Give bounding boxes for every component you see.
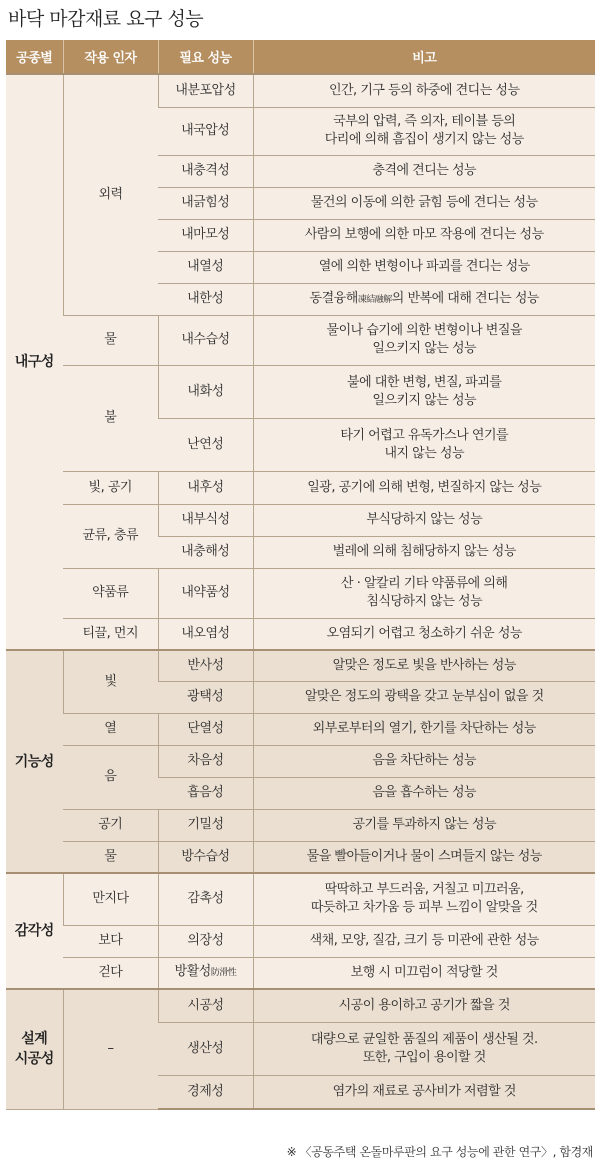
- performance-cell: 내국압성: [158, 107, 253, 155]
- factor-cell: 빛: [63, 650, 158, 713]
- performance-cell: [158, 957, 253, 989]
- performance-cell: 내오염성: [158, 618, 253, 650]
- factor-cell: 물: [63, 841, 158, 873]
- remarks-line: 또한, 구입이 용이할 것: [362, 1049, 486, 1065]
- performance-cell: 의장성: [158, 925, 253, 957]
- performance-cell: 경제성: [158, 1075, 253, 1109]
- table-row: [6, 504, 595, 536]
- remarks-line: 대량으로 균일한 품질의 제품이 생산될 것.: [310, 1031, 538, 1047]
- table-row: [6, 713, 595, 745]
- table-row: [6, 957, 595, 989]
- table-row: [6, 650, 595, 681]
- remarks-cell: 염가의 재료로 공사비가 저렴할 것: [253, 1075, 595, 1109]
- requirements-table: [6, 40, 595, 1110]
- hanja-annotation: 凍結融解: [357, 294, 392, 305]
- remarks-cell: 부식당하지 않는 성능: [253, 504, 595, 536]
- performance-cell: 내한성: [158, 283, 253, 315]
- remarks-cell: 시공이 용이하고 공기가 짧을 것: [253, 989, 595, 1022]
- performance-cell: 내충격성: [158, 155, 253, 187]
- source-citation: ※ 〈공동주택 온돌마루판의 요구 성능에 관한 연구〉, 함경재: [286, 1145, 593, 1159]
- table-row: [6, 315, 595, 365]
- factor-cell: 불: [63, 365, 158, 471]
- performance-cell: 내후성: [158, 471, 253, 504]
- table-row: [6, 873, 595, 925]
- table-row: [6, 841, 595, 873]
- factor-cell: 걷다: [63, 957, 158, 989]
- remarks-cell: 일광, 공기에 의해 변형, 변질하지 않는 성능: [253, 471, 595, 504]
- group-sensory: 감각성: [6, 873, 63, 989]
- remarks-cell: [253, 873, 595, 925]
- table-row: [6, 745, 595, 777]
- remarks-cell: 인간, 기구 등의 하중에 견디는 성능: [253, 74, 595, 107]
- remarks-cell: [253, 418, 595, 471]
- remarks-cell: 사람의 보행에 의한 마모 작용에 견디는 성능: [253, 219, 595, 251]
- performance-cell: 내긁힘성: [158, 187, 253, 219]
- remarks-cell: 벌레에 의해 침해당하지 않는 성능: [253, 536, 595, 568]
- remarks-cell: 음을 흡수하는 성능: [253, 777, 595, 809]
- factor-cell: 만지다: [63, 873, 158, 925]
- performance-cell: 내마모성: [158, 219, 253, 251]
- remarks-line: 다리에 의해 흠집이 생기지 않는 성능: [324, 132, 524, 147]
- remarks-cell: 물건의 이동에 의한 긁힘 등에 견디는 성능: [253, 187, 595, 219]
- group-design-construction: [6, 989, 63, 1109]
- factor-cell: –: [63, 989, 158, 1109]
- performance-cell: 감촉성: [158, 873, 253, 925]
- performance-cell: 방수습성: [158, 841, 253, 873]
- factor-cell: 열: [63, 713, 158, 745]
- remarks-cell: [253, 568, 595, 618]
- remarks-line: 따듯하고 차가움 등 피부 느낌이 알맞을 것: [310, 900, 538, 916]
- remarks-cell: [253, 1022, 595, 1075]
- remarks-cell: 알맞은 정도로 빛을 반사하는 성능: [253, 650, 595, 681]
- group-label-line: 시공성: [14, 1051, 54, 1068]
- remarks-cell: 공기를 투과하지 않는 성능: [253, 809, 595, 841]
- remarks-cell: 음을 차단하는 성능: [253, 745, 595, 777]
- performance-cell: 흡음성: [158, 777, 253, 809]
- remarks-line: 타기 어렵고 유독가스나 연기를: [340, 427, 509, 443]
- factor-cell: 티끌, 먼지: [63, 618, 158, 650]
- performance-cell: 시공성: [158, 989, 253, 1022]
- performance-cell: 차음성: [158, 745, 253, 777]
- remarks-line: 산 · 알칼리 기타 약품류에 의해: [341, 576, 508, 591]
- remarks-text: 동결융해: [309, 290, 358, 306]
- factor-cell: 보다: [63, 925, 158, 957]
- remarks-cell: [253, 283, 595, 315]
- header-performance: 필요 성능: [158, 40, 253, 74]
- performance-cell: 반사성: [158, 650, 253, 681]
- remarks-cell: 보행 시 미끄럼이 적당할 것: [253, 957, 595, 989]
- table-row: [6, 618, 595, 650]
- group-durability: 내구성: [6, 74, 63, 650]
- remarks-text: 의 반복에 대해 견디는 성능: [391, 290, 539, 306]
- remarks-cell: 외부로부터의 열기, 한기를 차단하는 성능: [253, 713, 595, 745]
- performance-cell: 단열성: [158, 713, 253, 745]
- header-factor: 작용 인자: [63, 40, 158, 74]
- header-remarks: 비고: [253, 40, 595, 74]
- remarks-cell: 알맞은 정도의 광택을 갖고 눈부심이 없을 것: [253, 681, 595, 713]
- performance-cell: 생산성: [158, 1022, 253, 1075]
- remarks-cell: 물을 빨아들이거나 물이 스며들지 않는 성능: [253, 841, 595, 873]
- remarks-line: 침식당하지 않는 성능: [366, 594, 483, 609]
- performance-cell: 내화성: [158, 365, 253, 418]
- table-header-row: [6, 40, 595, 74]
- performance-text: 방활성: [174, 964, 211, 980]
- factor-cell: 외력: [63, 74, 158, 315]
- factor-cell: 균류, 충류: [63, 504, 158, 568]
- page-title: 바닥 마감재료 요구 성능: [8, 8, 204, 30]
- table-row: [6, 74, 595, 107]
- remarks-line: 딱딱하고 부드러움, 거칠고 미끄러움,: [324, 882, 524, 898]
- remarks-line: 국부의 압력, 즉 의자, 테이블 등의: [333, 114, 516, 129]
- performance-cell: 내충해성: [158, 536, 253, 568]
- remarks-cell: 충격에 견디는 성능: [253, 155, 595, 187]
- table-row: [6, 989, 595, 1022]
- remarks-line: 일으키지 않는 성능: [372, 341, 477, 356]
- factor-cell: 공기: [63, 809, 158, 841]
- remarks-cell: 오염되기 어렵고 청소하기 쉬운 성능: [253, 618, 595, 650]
- factor-cell: 빛, 공기: [63, 471, 158, 504]
- performance-cell: 난연성: [158, 418, 253, 471]
- performance-cell: 내수습성: [158, 315, 253, 365]
- remarks-cell: [253, 365, 595, 418]
- factor-cell: 물: [63, 315, 158, 365]
- group-function: 기능성: [6, 650, 63, 873]
- performance-cell: 내부식성: [158, 504, 253, 536]
- remarks-line: 물이나 습기에 의한 변형이나 변질을: [326, 323, 522, 338]
- factor-cell: 약품류: [63, 568, 158, 618]
- table-row: [6, 925, 595, 957]
- factor-cell: 음: [63, 745, 158, 809]
- remarks-cell: [253, 315, 595, 365]
- remarks-line: 내지 않는 성능: [384, 445, 465, 461]
- performance-cell: 광택성: [158, 681, 253, 713]
- hanja-annotation: 防滑性: [210, 968, 237, 979]
- table-row: [6, 809, 595, 841]
- table-row: [6, 568, 595, 618]
- performance-cell: 내약품성: [158, 568, 253, 618]
- remarks-cell: [253, 107, 595, 155]
- remarks-cell: 열에 의한 변형이나 파괴를 견디는 성능: [253, 251, 595, 283]
- remarks-line: 일으키지 않는 성능: [372, 392, 477, 408]
- performance-cell: 내열성: [158, 251, 253, 283]
- table-row: [6, 471, 595, 504]
- group-label-line: 설계: [21, 1031, 48, 1048]
- performance-cell: 내분포압성: [158, 74, 253, 107]
- remarks-cell: 색채, 모양, 질감, 크기 등 미관에 관한 성능: [253, 925, 595, 957]
- table-row: [6, 365, 595, 418]
- header-category: 공종별: [6, 40, 63, 74]
- remarks-line: 불에 대한 변형, 변질, 파괴를: [347, 374, 502, 390]
- performance-cell: 기밀성: [158, 809, 253, 841]
